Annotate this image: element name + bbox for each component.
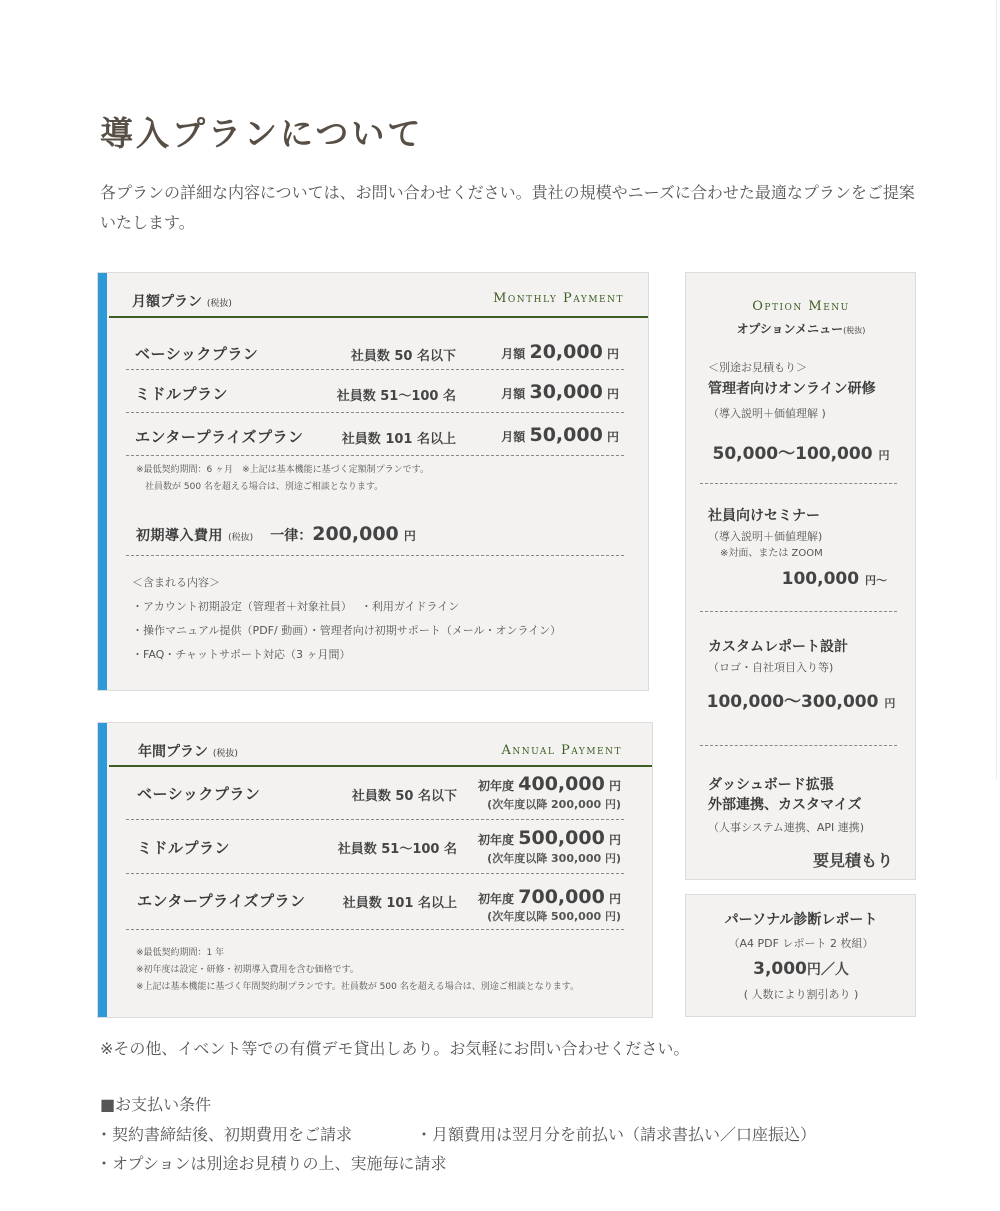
monthly-notes: ※最低契約期間：6 ヶ月 ※上記は基本機能に基づく定額制プランです。 社員数が 500 名を超える場合は、別途ご相談となります。: [136, 465, 429, 492]
option-item-custom-report-sub: （ロゴ・自社項目入り等): [708, 661, 834, 674]
right-edge-line: [996, 0, 997, 780]
monthly-plan-middle-price: 月額 30,000 円: [501, 381, 619, 403]
annual-plan-middle-price: 初年度 500,000 円: [478, 827, 621, 849]
annual-plan-basic-price: 初年度 400,000 円: [478, 773, 621, 795]
option-estimate-note: ＜別途お見積もり＞: [708, 361, 807, 374]
annual-plan-middle-count: 社員数 51〜100 名: [337, 842, 457, 857]
monthly-plan-enterprise-count: 社員数 101 名以上: [341, 432, 456, 447]
page-title: 導入プランについて: [100, 114, 424, 153]
payment-term-item: ・契約書締結後、初期費用をご請求: [96, 1125, 353, 1144]
annual-notes: ※最低契約期間：1 年 ※初年度は設定・研修・初期導入費用を含む価格です。 ※上記は基本機能に基づく年間契約制プランです。社員数が 500 名を超える場合は、別途ご相談となります。: [136, 948, 580, 992]
monthly-plan-basic-name: ベーシックプラン: [135, 345, 259, 363]
personal-report-price: 3,000円／人: [753, 959, 849, 979]
option-item-seminar-note: ※対面、または ZOOM: [720, 548, 823, 559]
annual-plan-basic-name: ベーシックプラン: [137, 785, 261, 803]
annual-plan-panel: [97, 722, 653, 1018]
included-item: ・アカウント初期設定（管理者＋対象社員） ・利用ガイドライン: [132, 600, 460, 613]
personal-report-sub: （A4 PDF レポート 2 枚組）: [728, 937, 874, 950]
initial-fee: 初期導入費用 (税抜) 一律：200,000 円: [136, 523, 416, 545]
option-item-admin-training-price: 50,000〜100,000 円: [712, 444, 890, 464]
monthly-plan-enterprise-price: 月額 50,000 円: [501, 424, 619, 446]
annual-plan-middle-name: ミドルプラン: [137, 839, 231, 857]
monthly-plan-enterprise-name: エンタープライズプラン: [135, 428, 304, 446]
annual-tax-label: (税抜): [212, 749, 238, 759]
option-tax-label: (税抜): [843, 326, 866, 335]
annual-plan-basic-next: (次年度以降 200,000 円): [487, 798, 621, 811]
included-item: ・操作マニュアル提供（PDF/ 動画）・管理者向け初期サポート（メール・オンライン）: [132, 624, 562, 637]
personal-report-panel: [685, 894, 916, 1017]
annual-title-underline: [109, 765, 652, 767]
monthly-plan-middle-name: ミドルプラン: [135, 385, 229, 403]
monthly-title: 月額プラン (税抜): [132, 294, 232, 310]
monthly-plan-panel: [97, 272, 649, 691]
annual-accent-bar: [98, 723, 107, 1017]
personal-report-title: パーソナル診断レポート: [724, 912, 878, 928]
footer-note: ※その他、イベント等での有償デモ貸出しあり。お気軽にお問い合わせください。: [100, 1039, 690, 1058]
monthly-plan-middle-count: 社員数 51〜100 名: [336, 389, 456, 404]
annual-plan-enterprise-count: 社員数 101 名以上: [342, 896, 457, 911]
annual-plan-enterprise-next: (次年度以降 500,000 円): [487, 910, 621, 923]
payment-term-item: ・月額費用は翌月分を前払い（請求書払い／口座振込）: [416, 1125, 817, 1144]
option-item-custom-report: カスタムレポート設計: [708, 639, 848, 655]
option-item-seminar: 社員向けセミナー: [708, 508, 820, 524]
divider: [700, 611, 897, 612]
option-item-admin-training-sub: （導入説明＋価値理解 ): [708, 407, 826, 420]
included-item: ・FAQ・チャットサポート対応（3 ヶ月間）: [132, 648, 351, 661]
divider: [126, 819, 624, 820]
divider: [700, 483, 897, 484]
monthly-title-en: Monthly Payment: [493, 291, 624, 306]
option-item-dashboard-price: 要見積もり: [812, 851, 893, 870]
monthly-plan-basic-count: 社員数 50 名以下: [350, 349, 456, 364]
divider: [126, 412, 624, 413]
monthly-accent-bar: [98, 273, 107, 690]
option-item-dashboard-sub: （人事システム連携、API 連携): [708, 821, 865, 834]
monthly-tax-label: (税抜): [206, 299, 232, 309]
divider: [126, 929, 624, 930]
divider: [126, 455, 624, 456]
option-item-seminar-sub: （導入説明＋価値理解): [708, 530, 823, 543]
monthly-plan-basic-price: 月額 20,000 円: [501, 341, 619, 363]
option-item-admin-training: 管理者向けオンライン研修: [708, 381, 876, 397]
annual-title-en: Annual Payment: [501, 743, 622, 758]
option-item-custom-report-price: 100,000〜300,000 円: [706, 692, 896, 712]
payment-terms-heading: ■お支払い条件: [100, 1095, 212, 1114]
divider: [126, 873, 624, 874]
option-item-dashboard: ダッシュボード拡張 外部連携、カスタマイズ: [708, 777, 862, 813]
divider: [126, 369, 624, 370]
option-title-en: Option Menu: [752, 299, 850, 314]
option-title: オプションメニュー(税抜): [736, 322, 866, 336]
annual-plan-enterprise-name: エンタープライズプラン: [137, 892, 306, 910]
monthly-title-underline: [109, 316, 648, 318]
annual-plan-basic-count: 社員数 50 名以下: [351, 789, 457, 804]
divider: [700, 745, 897, 746]
annual-plan-middle-next: (次年度以降 300,000 円): [487, 852, 621, 865]
included-heading: ＜含まれる内容＞: [132, 576, 220, 589]
annual-plan-enterprise-price: 初年度 700,000 円: [478, 886, 621, 908]
option-item-seminar-price: 100,000 円〜: [781, 569, 887, 589]
annual-title: 年間プラン (税抜): [138, 744, 238, 760]
intro-text: 各プランの詳細な内容については、お問い合わせください。貴社の規模やニーズに合わせた最適なプランをご提案いたします。: [100, 183, 915, 232]
divider: [126, 555, 624, 556]
payment-term-item: ・オプションは別途お見積りの上、実施毎に請求: [96, 1154, 447, 1173]
option-menu-panel: [685, 272, 916, 880]
personal-report-note: ( 人数により割引あり ): [743, 988, 859, 1001]
